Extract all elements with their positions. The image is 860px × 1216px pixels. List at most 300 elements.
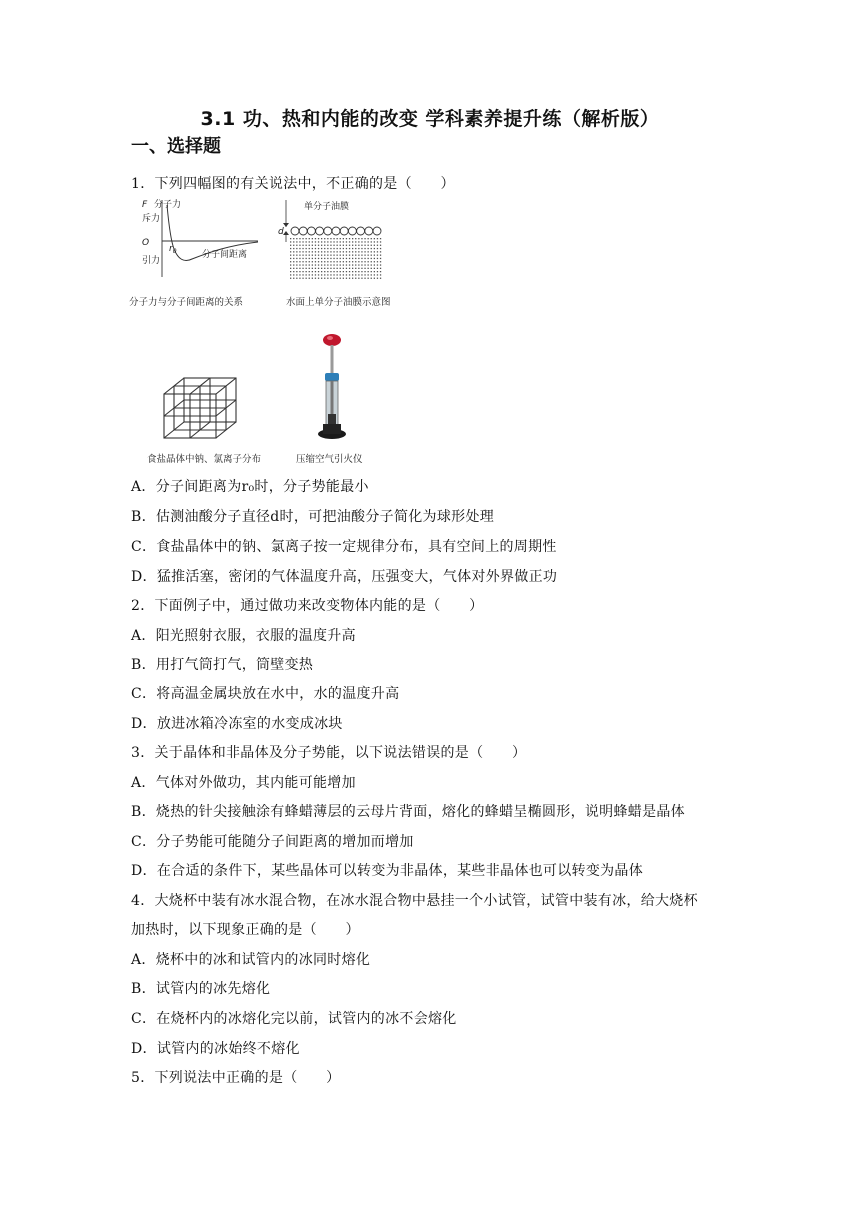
water-dot bbox=[309, 245, 310, 246]
water-dot bbox=[355, 278, 356, 279]
water-dot bbox=[299, 238, 300, 239]
water-dot bbox=[315, 238, 316, 239]
water-dot bbox=[324, 261, 325, 262]
water-dot bbox=[290, 245, 291, 246]
water-dot bbox=[364, 278, 365, 279]
water-dot bbox=[302, 271, 303, 272]
water-dot bbox=[299, 248, 300, 249]
water-dot bbox=[352, 271, 353, 272]
water-dot bbox=[361, 258, 362, 259]
water-dot bbox=[321, 245, 322, 246]
water-dot bbox=[374, 268, 375, 269]
question-3-option-b: B．烧热的针尖接触涂有蜂蜡薄层的云母片背面，熔化的蜂蜡呈椭圆形，说明蜂蜡是晶体 bbox=[131, 804, 685, 820]
water-dot bbox=[299, 271, 300, 272]
water-dot bbox=[361, 255, 362, 256]
water-dot bbox=[302, 248, 303, 249]
water-dot bbox=[312, 251, 313, 252]
water-dot bbox=[312, 241, 313, 242]
water-dot bbox=[330, 248, 331, 249]
question-4-option-b: B．试管内的冰先熔化 bbox=[131, 981, 271, 997]
water-dot bbox=[349, 261, 350, 262]
water-dot bbox=[309, 268, 310, 269]
water-dot bbox=[364, 274, 365, 275]
oil-molecule bbox=[291, 227, 299, 235]
water-dot bbox=[321, 264, 322, 265]
water-dot bbox=[346, 264, 347, 265]
water-dots bbox=[290, 238, 381, 279]
water-dot bbox=[340, 261, 341, 262]
water-dot bbox=[371, 274, 372, 275]
water-dot bbox=[343, 248, 344, 249]
water-dot bbox=[318, 264, 319, 265]
water-dot bbox=[349, 255, 350, 256]
question-1-option-a: A．分子间距离为r₀时，分子势能最小 bbox=[131, 479, 369, 495]
water-dot bbox=[296, 261, 297, 262]
water-dot bbox=[361, 245, 362, 246]
water-dot bbox=[364, 245, 365, 246]
water-dot bbox=[361, 278, 362, 279]
water-dot bbox=[374, 258, 375, 259]
water-dot bbox=[361, 274, 362, 275]
water-dot bbox=[293, 241, 294, 242]
question-5-stem: 5．下列说法中正确的是（ ） bbox=[131, 1070, 341, 1086]
question-3-option-d: D．在合适的条件下，某些晶体可以转变为非晶体，某些非晶体也可以转变为晶体 bbox=[131, 863, 644, 879]
water-dot bbox=[380, 268, 381, 269]
water-dot bbox=[318, 258, 319, 259]
water-dot bbox=[358, 248, 359, 249]
water-dot bbox=[380, 274, 381, 275]
question-4-option-c: C．在烧杯内的冰熔化完以前，试管内的冰不会熔化 bbox=[131, 1011, 457, 1027]
water-dot bbox=[380, 258, 381, 259]
oil-molecule bbox=[340, 227, 348, 235]
water-dot bbox=[318, 251, 319, 252]
water-dot bbox=[355, 258, 356, 259]
water-dot bbox=[346, 248, 347, 249]
page-title: 3.1 功、热和内能的改变 学科素养提升练（解析版） bbox=[200, 108, 660, 130]
water-dot bbox=[355, 271, 356, 272]
question-3-option-a: A．气体对外做功，其内能可能增加 bbox=[131, 775, 356, 791]
water-dot bbox=[302, 261, 303, 262]
water-dot bbox=[377, 238, 378, 239]
water-dot bbox=[318, 278, 319, 279]
water-dot bbox=[330, 268, 331, 269]
water-dot bbox=[327, 241, 328, 242]
water-dot bbox=[361, 238, 362, 239]
water-dot bbox=[352, 264, 353, 265]
water-dot bbox=[306, 241, 307, 242]
water-dot bbox=[315, 258, 316, 259]
water-dot bbox=[302, 238, 303, 239]
water-dot bbox=[327, 268, 328, 269]
water-dot bbox=[337, 271, 338, 272]
water-dot bbox=[352, 258, 353, 259]
water-dot bbox=[368, 274, 369, 275]
water-dot bbox=[337, 241, 338, 242]
water-dot bbox=[343, 261, 344, 262]
water-dot bbox=[358, 274, 359, 275]
water-dot bbox=[364, 251, 365, 252]
water-dot bbox=[321, 255, 322, 256]
question-2-stem: 2．下面例子中，通过做功来改变物体内能的是（ ） bbox=[131, 598, 484, 614]
water-dot bbox=[296, 258, 297, 259]
water-dot bbox=[368, 251, 369, 252]
water-dot bbox=[324, 271, 325, 272]
water-dot bbox=[306, 264, 307, 265]
water-dot bbox=[343, 274, 344, 275]
water-dot bbox=[290, 241, 291, 242]
repulsion-label: 斥力 bbox=[142, 214, 161, 224]
water-dot bbox=[355, 251, 356, 252]
oil-molecules bbox=[291, 227, 381, 235]
water-dot bbox=[368, 271, 369, 272]
water-dot bbox=[358, 238, 359, 239]
water-dot bbox=[302, 268, 303, 269]
water-dot bbox=[302, 241, 303, 242]
water-dot bbox=[293, 271, 294, 272]
water-dot bbox=[327, 245, 328, 246]
oil-molecule bbox=[316, 227, 324, 235]
water-dot bbox=[377, 245, 378, 246]
water-dot bbox=[333, 251, 334, 252]
water-dot bbox=[296, 271, 297, 272]
water-dot bbox=[380, 264, 381, 265]
water-dot bbox=[355, 261, 356, 262]
water-dot bbox=[324, 258, 325, 259]
water-dot bbox=[309, 261, 310, 262]
water-dot bbox=[315, 241, 316, 242]
question-3-option-c: C．分子势能可能随分子间距离的增加而增加 bbox=[131, 834, 414, 850]
water-dot bbox=[374, 248, 375, 249]
water-dot bbox=[368, 245, 369, 246]
water-dot bbox=[377, 258, 378, 259]
water-dot bbox=[321, 271, 322, 272]
water-dot bbox=[290, 238, 291, 239]
water-dot bbox=[318, 268, 319, 269]
water-dot bbox=[306, 248, 307, 249]
water-dot bbox=[377, 271, 378, 272]
water-dot bbox=[290, 278, 291, 279]
water-dot bbox=[330, 241, 331, 242]
water-dot bbox=[327, 251, 328, 252]
water-dot bbox=[346, 238, 347, 239]
water-dot bbox=[306, 271, 307, 272]
water-dot bbox=[377, 268, 378, 269]
water-dot bbox=[349, 271, 350, 272]
water-dot bbox=[333, 278, 334, 279]
water-dot bbox=[324, 268, 325, 269]
water-dot bbox=[299, 264, 300, 265]
water-dot bbox=[330, 238, 331, 239]
water-dot bbox=[321, 238, 322, 239]
water-dot bbox=[355, 268, 356, 269]
water-dot bbox=[309, 238, 310, 239]
water-dot bbox=[299, 255, 300, 256]
water-dot bbox=[330, 261, 331, 262]
water-dot bbox=[321, 274, 322, 275]
water-dot bbox=[355, 248, 356, 249]
water-dot bbox=[340, 271, 341, 272]
question-2-option-d: D．放进冰箱冷冻室的水变成冰块 bbox=[131, 716, 343, 732]
water-dot bbox=[324, 264, 325, 265]
water-dot bbox=[330, 271, 331, 272]
water-dot bbox=[340, 245, 341, 246]
water-dot bbox=[321, 251, 322, 252]
water-dot bbox=[364, 258, 365, 259]
water-dot bbox=[364, 241, 365, 242]
question-3-stem: 3．关于晶体和非晶体及分子势能，以下说法错误的是（ ） bbox=[131, 745, 527, 761]
water-dot bbox=[343, 258, 344, 259]
water-dot bbox=[343, 238, 344, 239]
water-dot bbox=[374, 245, 375, 246]
water-dot bbox=[293, 238, 294, 239]
water-dot bbox=[324, 241, 325, 242]
water-dot bbox=[315, 255, 316, 256]
water-dot bbox=[333, 248, 334, 249]
water-dot bbox=[340, 238, 341, 239]
water-dot bbox=[296, 241, 297, 242]
water-dot bbox=[340, 258, 341, 259]
water-dot bbox=[321, 261, 322, 262]
question-4-option-a: A．烧杯中的冰和试管内的冰同时熔化 bbox=[131, 952, 371, 968]
water-dot bbox=[337, 245, 338, 246]
water-dot bbox=[293, 255, 294, 256]
water-dot bbox=[330, 251, 331, 252]
water-dot bbox=[290, 258, 291, 259]
oil-molecule bbox=[324, 227, 332, 235]
water-dot bbox=[309, 248, 310, 249]
water-dot bbox=[318, 255, 319, 256]
water-dot bbox=[327, 238, 328, 239]
water-dot bbox=[327, 271, 328, 272]
water-dot bbox=[374, 278, 375, 279]
oil-molecule bbox=[373, 227, 381, 235]
water-dot bbox=[355, 264, 356, 265]
water-dot bbox=[330, 264, 331, 265]
water-dot bbox=[299, 274, 300, 275]
water-dot bbox=[355, 245, 356, 246]
question-4-stem-line-2: 加热时，以下现象正确的是（ ） bbox=[131, 922, 360, 938]
water-dot bbox=[333, 245, 334, 246]
water-dot bbox=[315, 268, 316, 269]
water-dot bbox=[358, 251, 359, 252]
water-dot bbox=[380, 271, 381, 272]
water-dot bbox=[312, 238, 313, 239]
attraction-label: 引力 bbox=[142, 256, 161, 266]
water-dot bbox=[352, 251, 353, 252]
water-dot bbox=[327, 261, 328, 262]
water-dot bbox=[296, 238, 297, 239]
water-dot bbox=[312, 248, 313, 249]
water-dot bbox=[321, 248, 322, 249]
water-dot bbox=[309, 271, 310, 272]
water-dot bbox=[324, 251, 325, 252]
water-dot bbox=[333, 268, 334, 269]
water-dot bbox=[330, 278, 331, 279]
water-dot bbox=[321, 278, 322, 279]
water-dot bbox=[337, 264, 338, 265]
water-dot bbox=[343, 245, 344, 246]
water-dot bbox=[327, 258, 328, 259]
oil-molecule bbox=[365, 227, 373, 235]
water-dot bbox=[302, 274, 303, 275]
water-dot bbox=[361, 268, 362, 269]
water-dot bbox=[349, 264, 350, 265]
water-dot bbox=[371, 261, 372, 262]
water-dot bbox=[346, 241, 347, 242]
water-dot bbox=[343, 271, 344, 272]
water-dot bbox=[302, 251, 303, 252]
water-dot bbox=[296, 264, 297, 265]
water-dot bbox=[309, 274, 310, 275]
water-dot bbox=[343, 264, 344, 265]
water-dot bbox=[346, 255, 347, 256]
water-dot bbox=[296, 278, 297, 279]
force-symbol: F bbox=[142, 200, 148, 210]
water-dot bbox=[352, 255, 353, 256]
water-dot bbox=[333, 264, 334, 265]
water-dot bbox=[299, 245, 300, 246]
water-dot bbox=[346, 271, 347, 272]
water-dot bbox=[346, 274, 347, 275]
water-dot bbox=[337, 261, 338, 262]
water-dot bbox=[315, 278, 316, 279]
water-dot bbox=[352, 238, 353, 239]
water-dot bbox=[377, 278, 378, 279]
water-dot bbox=[349, 268, 350, 269]
water-dot bbox=[337, 255, 338, 256]
film-label: 单分子油膜 bbox=[304, 202, 350, 212]
water-dot bbox=[364, 255, 365, 256]
water-dot bbox=[290, 274, 291, 275]
water-dot bbox=[337, 251, 338, 252]
water-dot bbox=[337, 248, 338, 249]
water-dot bbox=[371, 278, 372, 279]
figure-3-caption: 食盐晶体中钠、氯离子分布 bbox=[147, 454, 262, 465]
water-dot bbox=[380, 278, 381, 279]
water-dot bbox=[361, 248, 362, 249]
y-axis-label: 分子力 bbox=[154, 200, 182, 210]
water-dot bbox=[355, 238, 356, 239]
water-dot bbox=[380, 245, 381, 246]
water-dot bbox=[312, 274, 313, 275]
water-dot bbox=[340, 248, 341, 249]
oil-molecule bbox=[299, 227, 307, 235]
water-dot bbox=[293, 264, 294, 265]
water-dot bbox=[368, 248, 369, 249]
water-dot bbox=[293, 261, 294, 262]
water-dot bbox=[293, 268, 294, 269]
water-dot bbox=[306, 274, 307, 275]
water-dot bbox=[302, 258, 303, 259]
water-dot bbox=[374, 264, 375, 265]
water-dot bbox=[361, 241, 362, 242]
water-dot bbox=[315, 245, 316, 246]
water-dot bbox=[380, 241, 381, 242]
x-axis-label: 分子间距离 bbox=[202, 250, 248, 260]
water-dot bbox=[380, 261, 381, 262]
water-dot bbox=[377, 248, 378, 249]
water-dot bbox=[358, 241, 359, 242]
water-dot bbox=[302, 245, 303, 246]
water-dot bbox=[299, 241, 300, 242]
water-dot bbox=[361, 261, 362, 262]
water-dot bbox=[293, 245, 294, 246]
water-dot bbox=[349, 238, 350, 239]
water-dot bbox=[290, 255, 291, 256]
water-dot bbox=[333, 255, 334, 256]
water-dot bbox=[293, 251, 294, 252]
water-dot bbox=[324, 274, 325, 275]
water-dot bbox=[293, 278, 294, 279]
water-dot bbox=[330, 274, 331, 275]
water-dot bbox=[315, 248, 316, 249]
water-dot bbox=[306, 258, 307, 259]
water-dot bbox=[340, 251, 341, 252]
water-dot bbox=[306, 251, 307, 252]
water-dot bbox=[306, 245, 307, 246]
water-dot bbox=[374, 241, 375, 242]
water-dot bbox=[371, 238, 372, 239]
water-dot bbox=[290, 268, 291, 269]
water-dot bbox=[315, 261, 316, 262]
water-dot bbox=[324, 278, 325, 279]
water-dot bbox=[374, 251, 375, 252]
water-dot bbox=[324, 255, 325, 256]
water-dot bbox=[337, 238, 338, 239]
water-dot bbox=[346, 258, 347, 259]
water-dot bbox=[346, 261, 347, 262]
water-dot bbox=[343, 278, 344, 279]
water-dot bbox=[377, 261, 378, 262]
water-dot bbox=[374, 261, 375, 262]
water-dot bbox=[324, 248, 325, 249]
water-dot bbox=[324, 238, 325, 239]
water-dot bbox=[364, 248, 365, 249]
water-dot bbox=[380, 248, 381, 249]
water-dot bbox=[343, 268, 344, 269]
water-dot bbox=[327, 264, 328, 265]
question-2-option-b: B．用打气筒打气，筒壁变热 bbox=[131, 657, 314, 673]
water-dot bbox=[349, 274, 350, 275]
water-dot bbox=[374, 238, 375, 239]
water-dot bbox=[302, 278, 303, 279]
water-dot bbox=[312, 268, 313, 269]
oil-molecule bbox=[357, 227, 365, 235]
water-dot bbox=[368, 241, 369, 242]
water-dot bbox=[343, 241, 344, 242]
question-1-option-b: B．估测油酸分子直径d时，可把油酸分子简化为球形处理 bbox=[131, 509, 495, 525]
water-dot bbox=[309, 251, 310, 252]
question-1-stem: 1．下列四幅图的有关说法中，不正确的是（ ） bbox=[131, 176, 455, 192]
water-dot bbox=[349, 278, 350, 279]
water-dot bbox=[330, 245, 331, 246]
figure-4-caption: 压缩空气引火仪 bbox=[296, 454, 363, 465]
water-dot bbox=[333, 271, 334, 272]
water-dot bbox=[302, 264, 303, 265]
water-dot bbox=[358, 278, 359, 279]
water-dot bbox=[327, 255, 328, 256]
water-dot bbox=[371, 271, 372, 272]
water-dot bbox=[299, 268, 300, 269]
water-dot bbox=[377, 251, 378, 252]
water-dot bbox=[380, 255, 381, 256]
water-dot bbox=[306, 268, 307, 269]
figure-fire-piston bbox=[312, 332, 352, 444]
water-dot bbox=[380, 238, 381, 239]
water-dot bbox=[330, 255, 331, 256]
figure-salt-crystal bbox=[160, 374, 242, 442]
water-dot bbox=[352, 245, 353, 246]
